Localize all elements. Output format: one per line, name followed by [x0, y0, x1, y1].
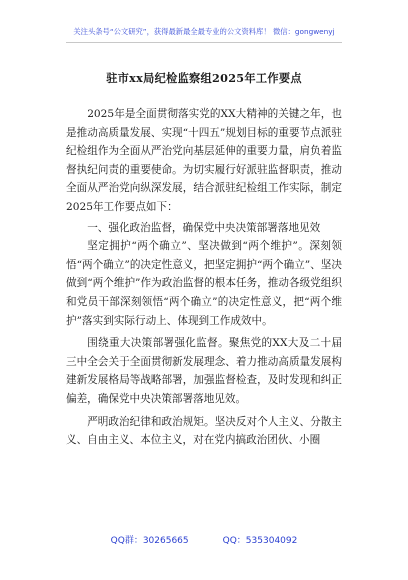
footer-qq-group: QQ群：30265665 [110, 536, 189, 546]
body-paragraph: 围绕重大决策部署强化监督。聚焦党的XX大及二十届三中全会关于全面贯彻新发展理念、着力推动高质量发展构建新发展格局等战略部署，加强监督检查，及时发现和纠正偏差，确保党中央决策部署落地见效。 [66, 337, 342, 405]
footer-qq-number: QQ：535304092 [222, 536, 298, 546]
header-divider [66, 42, 342, 43]
body-paragraph: 严明政治纪律和政治规矩。坚决反对个人主义、分散主义、自由主义、本位主义，对在党内搞政治团伙、小圈 [66, 415, 342, 447]
header-promo-note: 关注头条号“公文研究”，获得最新最全最专业的公文资料库！ 微信：gongwenyj [73, 27, 335, 36]
section-heading-1: 一、强化政治监督，确保党中央决策部署落地见效 [87, 221, 321, 234]
body-paragraph: 坚定拥护“两个确立”、坚决做到“两个维护”。深刻领悟“两个确立”的决定性意义，把坚定拥护“两个确立”、坚决做到“两个维护”作为政治监督的根本任务，推动各级党组织和党员干部深刻领悟“两个确立”的决定性意义，把“两个维护”落实到实际行动上、体现到工作成效中。 [66, 240, 342, 327]
document-title: 驻市xx局纪检监察组2025年工作要点 [106, 71, 302, 85]
intro-paragraph: 2025年是全面贯彻落实党的XX大精神的关键之年，也是推动高质量发展、实现“十四五”规划目标的重要节点派驻纪检组作为全面从严治党向基层延伸的重要力量，肩负着监督执纪问责的重要使命。为切实履行好派驻监督职责，推动全面从严治党向纵深发展，结合派驻纪检组工作实际，制定2025年工作要点如下： [66, 108, 342, 213]
document-body [66, 105, 342, 450]
footer-contact [0, 533, 408, 546]
